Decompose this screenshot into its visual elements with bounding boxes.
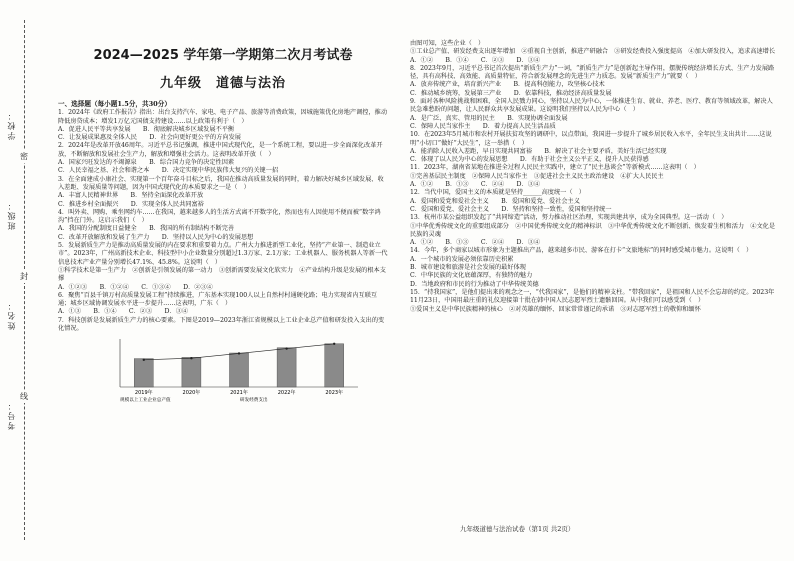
question-line: A．①②③ B．①②④ C．①③④ D．②③④ (58, 283, 213, 291)
question-line: C．体现了以人民为中心的发展思想 D．有助于社会主义公平正义，提升人民获得感 (410, 156, 649, 164)
question-line: C．人民幸福之基、社会和谐之本 D．决定实现中华民族伟大复兴的关键一招 (58, 167, 279, 175)
tick-label: 2019年 (134, 390, 153, 397)
question-line: 13．杭州市某公益组织发起了“共同缔造”活动，努力推动社区治理，实现共建共享，成为全国典型。这一活动（ ） (410, 214, 728, 222)
tick-label: 2021年 (230, 390, 248, 397)
question-line: 3．在全面建成小康社会、实现第一个百年奋斗目标之后，我国在推动高质量发展的同时，着力解决好城乡区域发展、收入差距、发展质量等问题，因为中国式现代化的本质要求之一是（ ） (58, 175, 384, 191)
question-line: 9．面对各种风险挑战和困难，全国人民戮力同心，坚持以人民为中心，一体推进生育、就业、养老、医疗、教育等领域改革，解决人民急难愁盼的问题，让人民群众共享发展成果。这说明我们坚持以人民为中心（ ） (410, 98, 773, 114)
number-label: 考号： (7, 400, 16, 430)
question-line: 4．叫外卖、网购、乘坐网约车……在我国，越来越多人的生活方式离不开数字化，然而也有人因使用不便而被“数字鸿沟”挡在门外。这启示我们（ ） (58, 208, 381, 225)
question-line: 12．当代中国，爱国主义的本质就是坚持______高度统一（ ） (410, 189, 585, 197)
question-line: 14．今年，多个商家以城市形象为主题推出产品，越来越多市民、游客在打卡“文旅地标”的同时感受城市魅力。这说明（ ） (410, 247, 753, 255)
question-line: A．①② B．①③ C．②④ D．③④ (410, 239, 541, 247)
question-line: A．①③ B．①④ C．②③ D．③④ (58, 308, 189, 316)
question-line: A．丰富人民精神世界 B．坚持全面深化改革开放 (58, 192, 204, 200)
question-line: 5．发展新质生产力是推动高质量发展的内在要求和重要着力点。广州大力推进新型工业化，坚持“产业第一、制造业立市”。2023年，广州高新技术企业、科技型中小企业数量分别超过1.3万家、2.1万家；工业机器人、服务机器人等新一代信息技术产业产量分别增长47.1%、45.8%。这说明（ ） (58, 242, 388, 266)
question-line: A．放弃传统产业，培育新兴产业 B．提高科创能力，攻坚核心技术 (410, 81, 605, 89)
question-line: A．是广泛、真实、管用的民主 B．实现协调全面发展 (410, 114, 568, 122)
question-line: A．促进人民平等共享发展 B．彻底解决城乡区域发展不平衡 (58, 125, 235, 133)
right-questions (410, 40, 778, 314)
question-line: 15．“持我国家”，是他们提出来的观念之一，“代我国家”，是他们的精神支柱。“带我回家”，是祖国和人民不会忘却的约定。2023年11月23日，中国用最庄重的礼仪迎接第十批在韩中国人民志愿军烈士遗骸回国。从中我们可以感受到（ ） (410, 288, 775, 305)
question-line: ①中华优秀传统文化的重要组成部分 ②中国优秀传统文化的精神标识 ③中华优秀传统文化不断创新、焕发着生机和活力 ④文化是民族的灵魂 (410, 222, 776, 238)
tick-label: 2022年 (277, 390, 296, 397)
question-line: C．爱国和爱党、爱社会主义 D．坚持和坚持一致性，爱国和坚持统一 (410, 205, 612, 213)
question-line: 8．2023年9月，习近平总书记首次提出“新质生产力”一词，“新质生产力”是创新起主导作用，摆脱传统经济增长方式、生产力发展路径，具有高科技、高效能、高质量特征，符合新发展理念的先进生产力质态。发展“新质生产力”就要（ ） (410, 64, 775, 81)
legend-entry: 规模以上工业企业总产值 (120, 398, 171, 404)
bar (134, 359, 153, 387)
class-label: 班级： (7, 200, 16, 230)
left-column (58, 100, 388, 405)
right-column (410, 40, 778, 314)
question-line: 2．2024年是改革开放46周年。习近平总书记强调，推进中国式现代化，是一个系统工程，要以进一步全面深化改革开放，不断解放和发展社会生产力，解放和增强社会活力。这表明改革开放（ ） (58, 142, 383, 158)
question-line: D．当地政府和市民的行为推动了中华传统美德 (410, 280, 539, 288)
school-label: 学校： (7, 110, 16, 140)
question-line: A．我国的分配制度日益健全 B．我国的所有制结构不断完善 (58, 225, 235, 233)
question-line: 11．2023年，湖南省某地在推进全过程人民民主实践中，建立了“民主恳谈会”等新模式……这表明（ ） (410, 164, 700, 172)
question-line: 1．2024年《政府工作报告》指出：出台支持汽车、家电、电子产品、旅游等消费政策，因城施策优化房地产调控，推动降低房贷成本；增发1万亿元国债支持建设……以上政策有利于（ ） (58, 109, 388, 125)
question-line: 7．科技创新是发展新质生产力的核心要素。下图是2019—2023年浙江省规模以上工业企业总产值和研发投入支出的变化情况。 (58, 316, 385, 333)
chart-svg (58, 335, 388, 405)
question-line: C．保障人民当家作主 D．着力提高人民生活品质 (410, 122, 556, 130)
question-line: A．①② B．①④ C．②③ D．③④ (410, 56, 541, 64)
left-questions (58, 109, 388, 333)
bar-chart (58, 335, 388, 405)
bar (182, 358, 201, 388)
question-line: 10．在2023年5月城市和农村开展扶贫攻坚的调研中，以点带面，我国进一步提升了城乡居民收入水平，全年民生支出共计……这说明“小切口”做好“大民生”，这一举措（ ） (410, 131, 772, 147)
seal-mark: 密 (20, 152, 28, 161)
question-line: A．一个城市的发展必须依靠历史积累 (410, 255, 514, 263)
section-heading: 一、选择题（每小题1.5分，共30分） (58, 100, 171, 108)
tick-label: 2023年 (325, 390, 344, 397)
question-line: C．推进乡村全面振兴 D．实现全体人民共同富裕 (58, 200, 204, 208)
seal-mark: 封 (20, 272, 28, 281)
question-line: ①科学技术是第一生产力 ②创新是引领发展的第一动力 ③创新需要发展文化软实力 ④产业结构升级是发展的根本支撑 (58, 266, 386, 283)
tick-label: 2020年 (182, 390, 201, 397)
question-line: ①完善基层民主制度 ②保障人民当家作主 ③促进社会主义民主政治建设 ④扩大人民民主 (410, 172, 664, 180)
legend-entry: 研发经费支出 (240, 398, 268, 404)
question-line: ①工业总产值、研发经费支出逐年增加 ②重视自主创新，推进产研融合 ③研发经费投入强度提高 ④加大研发投入，追求高速增长 (410, 48, 776, 56)
page-footer: 九年级道德与法治试卷（第1页 共2页） (460, 525, 575, 533)
question-line: 6．聚焦“百县千镇万村高质量发展工程”持续推进，广东基本实现100人以上自然村村通硬化路；电力实现省内互联互通；城乡区域协调发展水平进一步提升……这表明，广东（ ） (58, 291, 378, 308)
question-line: 由图可知，这些企业（ ） (410, 40, 485, 47)
bar (325, 344, 344, 387)
question-line: A．①② B．①③ C．②④ D．③④ (410, 181, 541, 189)
bar (229, 353, 248, 387)
question-line: C．推动城乡统筹，发展第三产业 D．依靠科技，推动经济高质量发展 (410, 89, 612, 97)
question-line: ①爱国主义是中华民族精神的核心 ②对英雄的缅怀、回家常常谨记的承诺 ③对志愿军烈士的敬仰和缅怀 (410, 305, 701, 313)
question-line: C．改革开放解放和发展了生产力 D．坚持以人民为中心的发展思想 (58, 233, 254, 241)
exam-title: 2024—2025 学年第一学期第二次月考试卷 (93, 48, 353, 63)
question-line: B．城市建设和旅游是社会发展的最好体现 (410, 264, 526, 272)
exam-subtitle: 九年级 道德与法治 (159, 76, 286, 91)
bar (277, 348, 296, 387)
binding-strip (0, 0, 40, 561)
question-line: C．中华民族的文化底蕴深厚，有独特的魅力 (410, 272, 533, 280)
seal-mark: 线 (20, 392, 28, 401)
question-line: C．让发展成果惠及全体人民 D．社会向更好更公平的方向发展 (58, 134, 241, 142)
name-label: 姓名： (7, 300, 16, 330)
question-line: A．能消除人民收入差距，早日实现共同富裕 B．解决了社会主要矛盾，美好生活已经实现 (410, 147, 667, 155)
question-line: A．国家兴旺发达的不竭源泉 B．综合国力竞争的决定性因素 (58, 159, 235, 167)
question-line: A．爱国和爱党和爱社会主义 B．爱国和爱党、爱社会主义 (410, 197, 580, 205)
